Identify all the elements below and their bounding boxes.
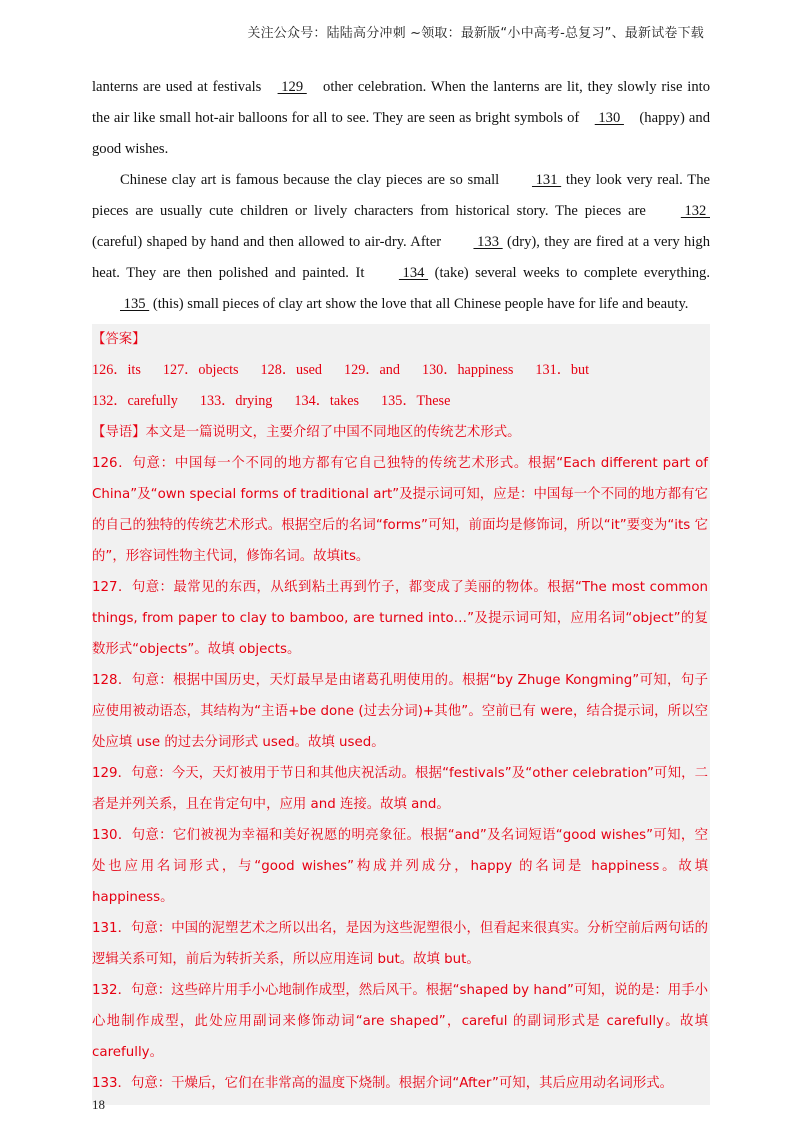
answer-key: 132．carefully: [92, 393, 178, 409]
passage-text: (careful) shaped by hand and then allowed to air-dry. After: [92, 234, 446, 250]
passage-text: (happy) and good wishes.: [92, 110, 710, 157]
blank-134: 134: [398, 265, 429, 281]
explanation-127: 127．句意：最常见的东西，从纸到粘土再到竹子，都变成了美丽的物体。根据“The most common things, from paper to clay to bamboo, are turned into…”及提示词可知，应用名词“object”的复数形式“objects”。故填 objects。: [92, 580, 708, 657]
answer-key: 127．objects: [162, 362, 239, 378]
blank-132: 132: [680, 203, 710, 219]
answer-key: 134．takes: [294, 393, 360, 409]
passage-paragraph-2: [92, 165, 710, 320]
passage-text: lanterns are used at festivals: [92, 79, 267, 95]
page-number: 18: [92, 1097, 105, 1112]
passage-text: (dry), they are fired at a very high heat. They are then polished and painted. It: [92, 234, 710, 281]
explanation-132: 132．句意：这些碎片用手小心地制作成型，然后风干。根据“shaped by hand”可知，说的是：用手小心地制作成型，此处应用副词来修饰动词“are shaped”，careful 的副词形式是 carefully。故填 carefully。: [92, 983, 708, 1060]
answer-key: 131．but: [535, 362, 590, 378]
answer-key: 135．These: [381, 393, 451, 409]
document-body: [92, 72, 710, 1105]
answer-title: 【答案】: [92, 332, 146, 347]
blank-131: 131: [531, 172, 562, 188]
explanation-130: 130．句意：它们被视为幸福和美好祝愿的明亮象征。根据“and”及名词短语“good wishes”可知，空处也应用名词形式，与“good wishes”构成并列成分，happy 的名词是 happiness。故填 happiness。: [92, 828, 708, 905]
passage-paragraph-1: [92, 72, 710, 165]
answer-key: 129．and: [344, 362, 400, 378]
guide-text: 【导语】本文是一篇说明文，主要介绍了中国不同地区的传统艺术形式。: [92, 425, 521, 440]
passage-text: Chinese clay art is famous because the clay pieces are so small: [120, 172, 504, 188]
answer-key: 126．its: [92, 362, 141, 378]
explanation-133: 133．句意：干燥后，它们在非常高的温度下烧制。根据介词“After”可知，其后应用动名词形式。: [92, 1076, 673, 1091]
blank-129: 129: [277, 79, 307, 95]
passage-text: (take) several weeks to complete everything.: [428, 265, 710, 281]
answer-key: 133．drying: [199, 393, 273, 409]
answer-section: [92, 324, 710, 1105]
explanation-126: 126．句意：中国每一个不同的地方都有它自己独特的传统艺术形式。根据“Each different part of China”及“own special forms of traditional art”及提示词可知，应是：中国每一个不同的地方都有它的自己的独特的传统艺术形式。根据空后的名词“forms”可知，前面均是修饰词，所以“it”要变为“its 它的”，形容词性物主代词，修饰名词。故填its。: [92, 456, 708, 564]
explanation-131: 131．句意：中国的泥塑艺术之所以出名，是因为这些泥塑很小，但看起来很真实。分析空前后两句话的逻辑关系可知，前后为转折关系，所以应用连词 but。故填 but。: [92, 921, 708, 967]
explanation-128: 128．句意：根据中国历史，天灯最早是由诸葛孔明使用的。根据“by Zhuge Kongming”可知，句子应使用被动语态，其结构为“主语+be done (过去分词)+其他”。空前已有 were，结合提示词，所以空处应填 use 的过去分词形式 used。故填 used。: [92, 673, 708, 750]
answer-key: 128．used: [260, 362, 323, 378]
blank-133: 133: [473, 234, 503, 250]
answer-keys: [92, 355, 708, 417]
answer-key: 130．happiness: [421, 362, 514, 378]
explanation-129: 129．句意：今天，天灯被用于节日和其他庆祝活动。根据“festivals”及“other celebration”可知，二者是并列关系，且在肯定句中，应用 and 连接。故填 and。: [92, 766, 708, 812]
passage-text: other celebration. When the lanterns are lit, they slowly rise into the air like small hot-air balloons for all to see. They are seen as bright symbols of: [92, 79, 710, 126]
passage-text: (this) small pieces of clay art show the love that all Chinese people have for life and beauty.: [149, 296, 689, 312]
blank-130: 130: [594, 110, 624, 126]
passage-text: they look very real. The pieces are usually cute children or lively characters from historical story. The pieces are: [92, 172, 711, 219]
page-header: 关注公众号：陆陆高分冲刺 ~领取：最新版“小中高考-总复习”、最新试卷下载: [247, 26, 704, 41]
blank-135: 135: [120, 296, 150, 312]
